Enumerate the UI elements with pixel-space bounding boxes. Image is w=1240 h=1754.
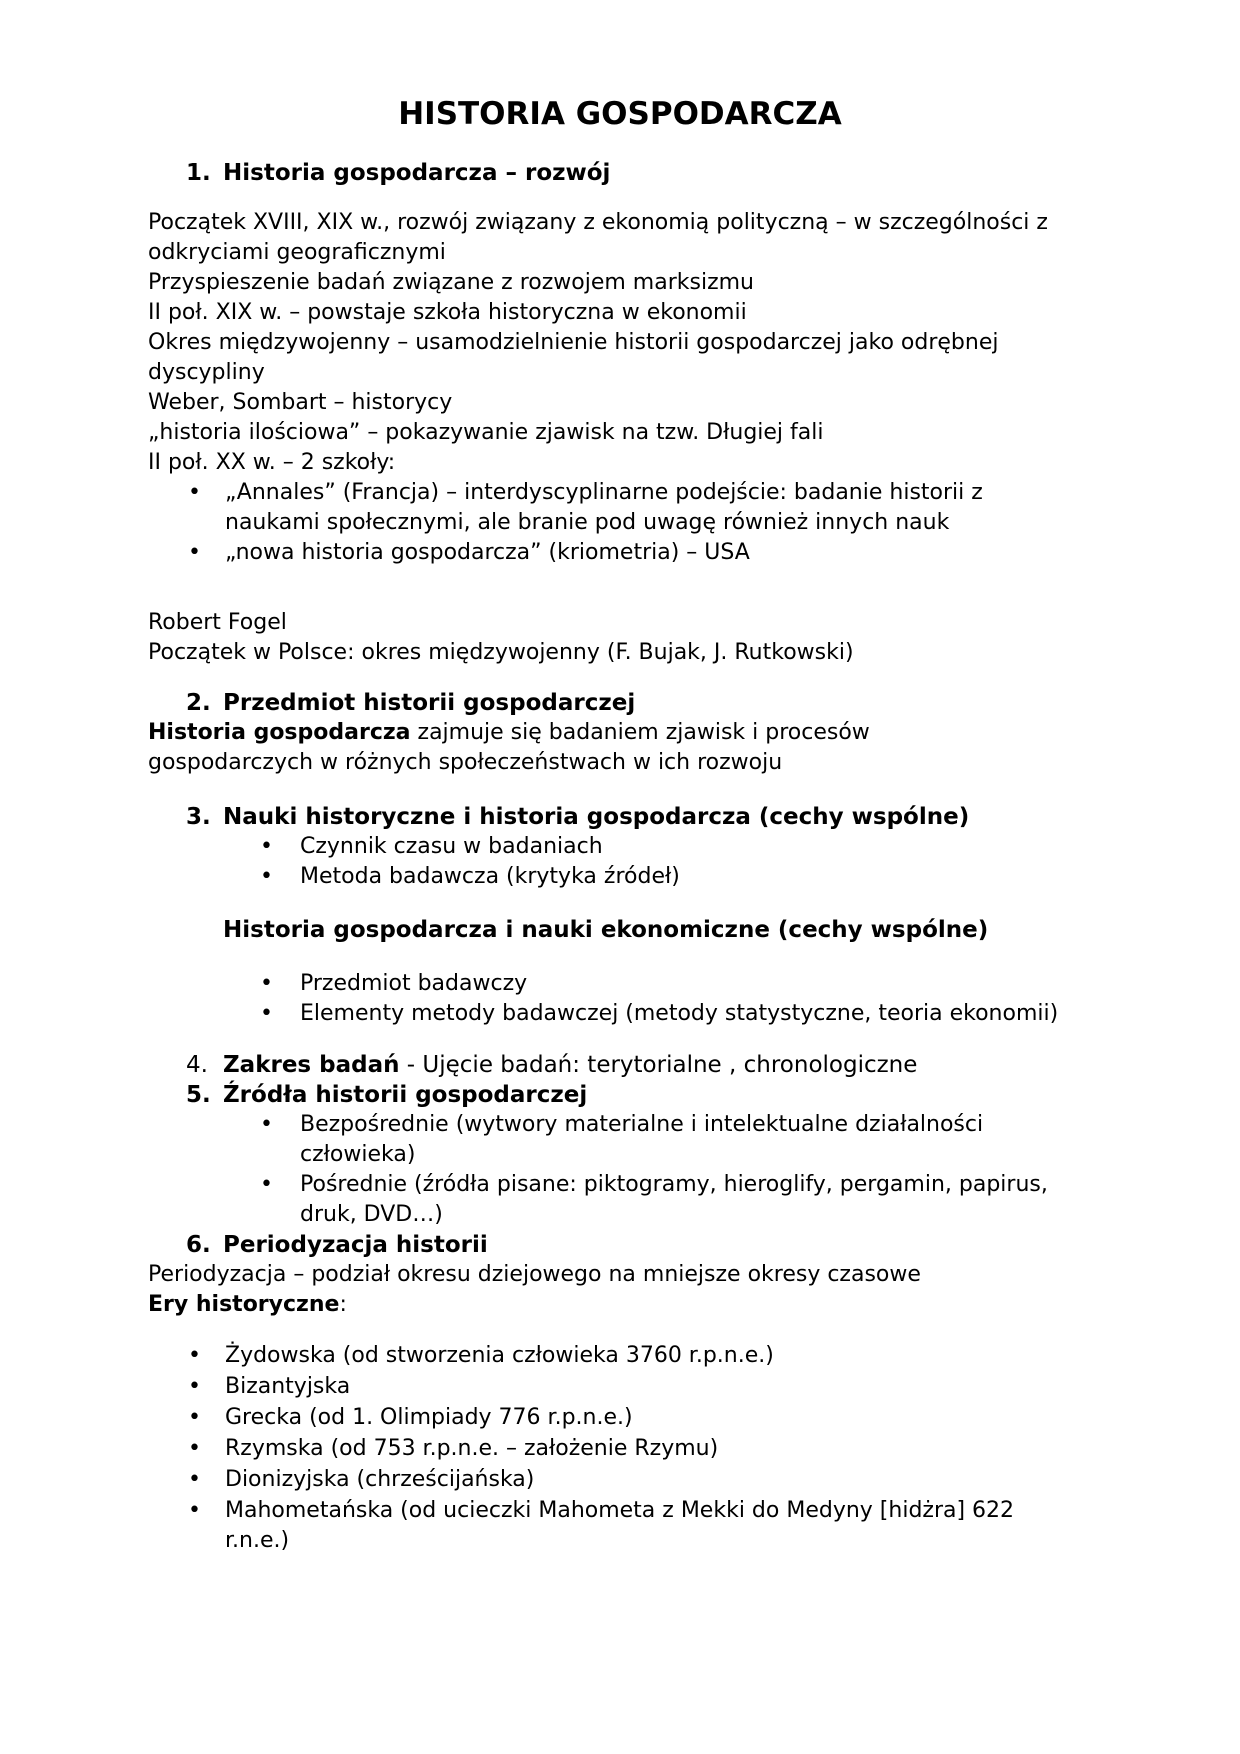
list-item: • Rzymska (od 753 r.p.n.e. – założenie Rzymu) (148, 1434, 1027, 1464)
section-1-paragraphs (148, 208, 1092, 478)
heading-6 (148, 1230, 1092, 1260)
section-3-sub-bullet-list (148, 969, 1092, 1029)
lead-bold-run: Historia gospodarcza (148, 720, 411, 745)
list-item: • Bezpośrednie (wytwory materialne i intelektualne działalności człowieka) (148, 1110, 1092, 1170)
paragraph-line: Okres międzywojenny – usamodzielnienie historii gospodarczej jako odrębnej dyscypliny (148, 330, 999, 385)
heading-3 (148, 802, 1092, 832)
heading-4-bold-run: Zakres badań (223, 1052, 400, 1078)
heading-6-number: 6. (186, 1232, 211, 1258)
heading-5-text: Źródła historii gospodarczej (223, 1082, 588, 1108)
paragraph-line: Weber, Sombart – historycy (148, 390, 453, 415)
heading-4-text (223, 1050, 1092, 1080)
heading-6-text: Periodyzacja historii (223, 1232, 488, 1258)
heading-1-number: 1. (186, 160, 211, 186)
list-item: • Bizantyjska (148, 1372, 1027, 1402)
paragraph-line: Robert Fogel (148, 610, 287, 635)
list-item: • Żydowska (od stworzenia człowieka 3760 r.p.n.e.) (148, 1341, 1027, 1371)
list-item: • Pośrednie (źródła pisane: piktogramy, hieroglify, pergamin, papirus, druk, DVD…) (148, 1170, 1092, 1230)
heading-1-text: Historia gospodarcza – rozwój (223, 160, 611, 186)
heading-2 (148, 688, 1092, 718)
paragraph-line: II poł. XIX w. – powstaje szkoła historyczna w ekonomii (148, 300, 747, 325)
paragraph-line: Początek w Polsce: okres międzywojenny (F. Bujak, J. Rutkowski) (148, 640, 854, 665)
paragraph-line: II poł. XX w. – 2 szkoły: (148, 450, 396, 475)
list-item: • Przedmiot badawczy (148, 969, 1092, 999)
eras-bullet-list (148, 1341, 1092, 1556)
eras-label (148, 1290, 1092, 1320)
list-item: • Metoda badawcza (krytyka źródeł) (148, 862, 1092, 892)
lead-rest-run: zajmuje się badaniem zjawisk i procesów gospodarczych w różnych społeczeństwach w ich rozwoju (148, 720, 870, 775)
eras-label-bold-run: Ery historyczne (148, 1292, 340, 1317)
heading-4-number: 4. (186, 1052, 208, 1078)
heading-2-text: Przedmiot historii gospodarczej (223, 690, 636, 716)
document-title: HISTORIA GOSPODARCZA (398, 96, 842, 132)
list-item: • Grecka (od 1. Olimpiady 776 r.p.n.e.) (148, 1403, 1027, 1433)
heading-4 (148, 1050, 1092, 1080)
list-item: • Elementy metody badawczej (metody statystyczne, teoria ekonomii) (148, 999, 1092, 1029)
heading-5 (148, 1080, 1092, 1110)
section-2-lead-paragraph (148, 718, 1092, 778)
heading-3-number: 3. (186, 804, 211, 830)
heading-2-number: 2. (186, 690, 211, 716)
section-6-paragraph: Periodyzacja – podział okresu dziejowego na mniejsze okresy czasowe (148, 1262, 921, 1287)
section-1-bullet-list (148, 478, 1092, 568)
section-3-subheading: Historia gospodarcza i nauki ekonomiczne (cechy wspólne) (223, 917, 989, 943)
list-item: • „Annales” (Francja) – interdyscyplinarne podejście: badanie historii z naukami społecznymi, ale branie pod uwagę również innych nauk (148, 478, 1062, 538)
heading-5-number: 5. (186, 1082, 211, 1108)
eras-label-colon: : (339, 1292, 347, 1317)
list-item: • Mahometańska (od ucieczki Mahometa z Mekki do Medyny [hidżra] 622 r.n.e.) (148, 1496, 1027, 1556)
paragraph-line: Początek XVIII, XIX w., rozwój związany z ekonomią polityczną – w szczególności z odkryciami geograficznymi (148, 210, 1048, 265)
paragraph-line: Przyspieszenie badań związane z rozwojem marksizmu (148, 270, 754, 295)
list-item: • „nowa historia gospodarcza” (kriometria) – USA (148, 538, 1062, 568)
section-1-after (148, 608, 1092, 668)
heading-4-rest-run: - Ujęcie badań: terytorialne , chronologiczne (399, 1052, 918, 1078)
list-item: • Dionizyjska (chrześcijańska) (148, 1465, 1027, 1495)
section-5-bullet-list (148, 1110, 1092, 1230)
heading-3-text: Nauki historyczne i historia gospodarcza (cechy wspólne) (223, 804, 970, 830)
section-3-bullet-list (148, 832, 1092, 892)
heading-1 (148, 158, 1092, 188)
list-item: • Czynnik czasu w badaniach (148, 832, 1092, 862)
paragraph-line: „historia ilościowa” – pokazywanie zjawisk na tzw. Długiej fali (148, 420, 824, 445)
